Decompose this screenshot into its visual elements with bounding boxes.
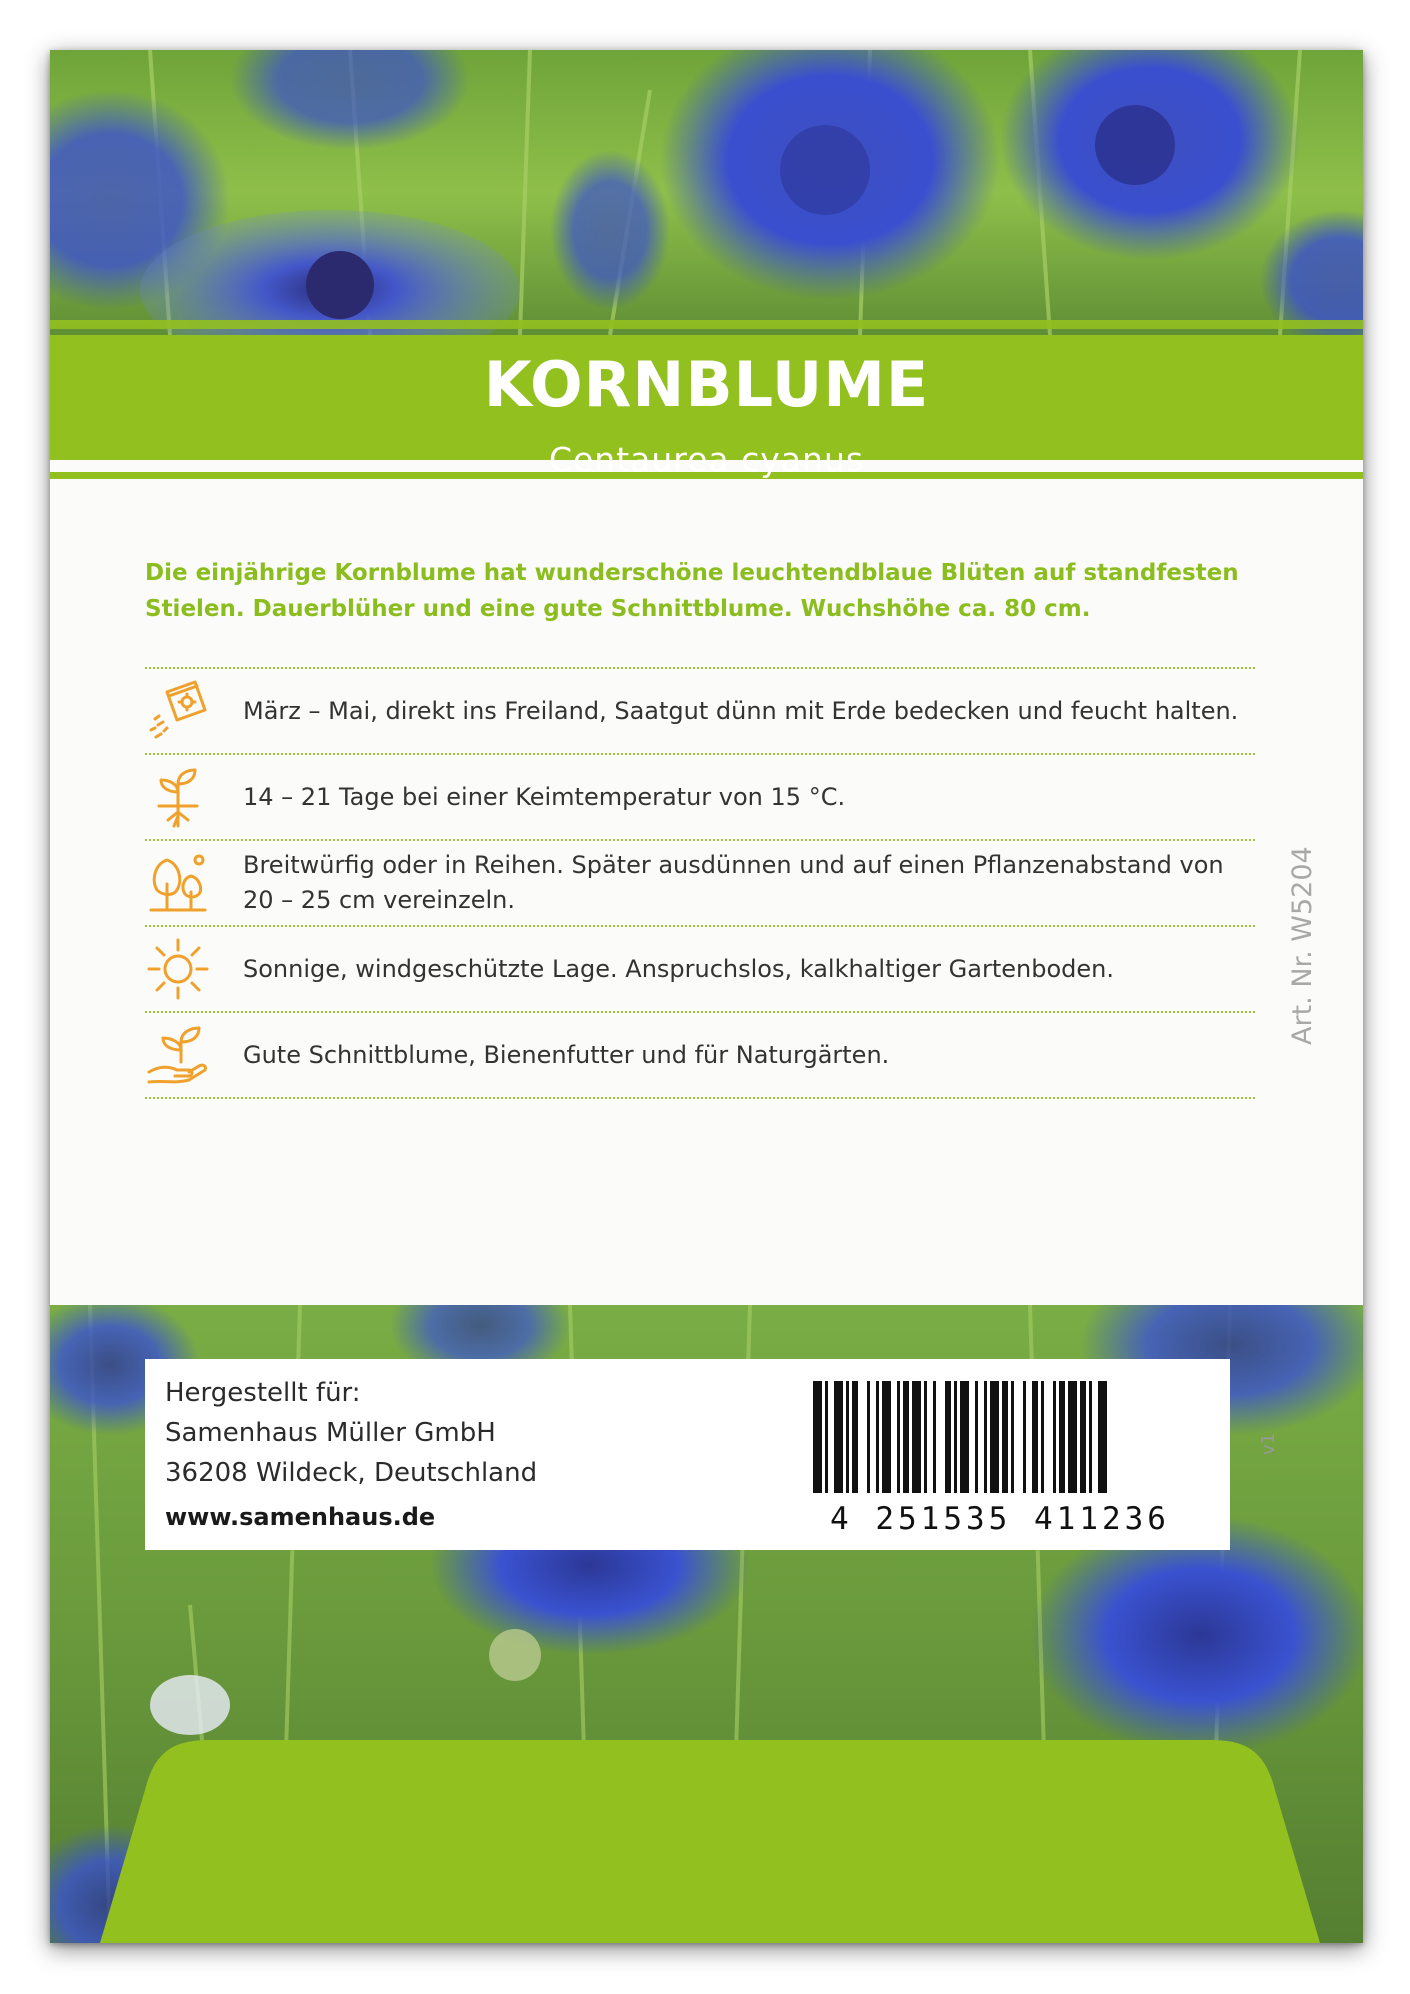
maker-company: Samenhaus Müller GmbH xyxy=(165,1418,496,1448)
barcode-bar xyxy=(924,1381,927,1493)
seed-packet-icon xyxy=(145,669,223,753)
seed-packet-back xyxy=(50,50,1363,1943)
sprout-icon xyxy=(145,755,223,839)
barcode-bar xyxy=(897,1381,900,1493)
barcode-bar xyxy=(1059,1381,1065,1493)
barcode-bar xyxy=(1002,1381,1008,1493)
barcode-bar xyxy=(1080,1381,1086,1493)
barcode-bar xyxy=(1023,1381,1026,1493)
barcode-bar xyxy=(1011,1381,1014,1493)
info-text: 14 – 21 Tage bei einer Keimtemperatur von 15 °C. xyxy=(243,782,846,811)
barcode-bar xyxy=(867,1381,870,1493)
green-stripe xyxy=(50,320,1363,329)
barcode-bar xyxy=(876,1381,879,1493)
barcode-bar xyxy=(945,1381,951,1493)
latin-name: Centaurea cyanus xyxy=(548,440,865,479)
barcode-bar xyxy=(1089,1381,1092,1493)
ean-barcode xyxy=(785,1377,1215,1537)
barcode-bar xyxy=(882,1381,891,1493)
barcode-bar xyxy=(933,1381,936,1493)
barcode-number: 4 251535 411236 xyxy=(830,1501,1170,1537)
info-use xyxy=(145,1011,1255,1099)
barcode-bar xyxy=(954,1381,957,1493)
manufacturer-info xyxy=(165,1373,537,1537)
packet-flap xyxy=(50,1720,1363,1943)
cornflower-photo-top xyxy=(50,50,1363,335)
barcode-bar xyxy=(1098,1381,1107,1493)
barcode-bar xyxy=(984,1381,987,1493)
info-text: Sonnige, windgeschützte Lage. Anspruchslos, kalkhaltiger Gartenboden. xyxy=(243,954,1114,983)
maker-label: Hergestellt für: xyxy=(165,1378,361,1408)
barcode-bar xyxy=(846,1381,849,1493)
barcode-bar xyxy=(1041,1381,1044,1493)
info-location xyxy=(145,925,1255,1011)
product-description: Die einjährige Kornblume hat wunderschöne leuchtendblaue Blüten auf standfesten Stielen. Dauerblüher und eine gute Schnittblume. Wuchshöhe ca. 80 cm. xyxy=(145,560,1239,622)
trees-icon xyxy=(145,841,223,925)
barcode-bar xyxy=(834,1381,843,1493)
barcode-bar xyxy=(1053,1381,1056,1493)
info-sowing xyxy=(145,667,1255,753)
maker-website: www.samenhaus.de xyxy=(165,1503,436,1531)
info-spacing xyxy=(145,839,1255,925)
maker-address: 36208 Wildeck, Deutschland xyxy=(165,1458,538,1488)
article-number: Art. Nr. W5204 xyxy=(1287,846,1318,1045)
info-text: März – Mai, direkt ins Freiland, Saatgut dünn mit Erde bedecken und feucht halten. xyxy=(243,696,1239,725)
info-germination xyxy=(145,753,1255,839)
hand-plant-icon xyxy=(145,1013,223,1097)
barcode-bar xyxy=(903,1381,909,1493)
barcode-bar xyxy=(990,1381,999,1493)
version-mark: v1 xyxy=(1258,1432,1279,1455)
barcode-bar xyxy=(825,1381,828,1493)
info-text: Breitwürfig oder in Reihen. Später ausdünnen und auf einen Pflanzenabstand von 20 – 25 cm vereinzeln. xyxy=(243,851,1224,914)
barcode-bar xyxy=(975,1381,978,1493)
barcode-bar xyxy=(813,1381,822,1493)
barcode-bar xyxy=(1068,1381,1077,1493)
barcode-bar xyxy=(960,1381,969,1493)
barcode-bar xyxy=(912,1381,921,1493)
barcode-bar xyxy=(852,1381,858,1493)
info-text: Gute Schnittblume, Bienenfutter und für Naturgärten. xyxy=(243,1040,890,1069)
manufacturer-box xyxy=(145,1359,1230,1550)
barcode-bar xyxy=(1032,1381,1038,1493)
growing-info-list xyxy=(145,667,1255,1099)
product-title: KORNBLUME xyxy=(483,348,930,421)
sun-icon xyxy=(145,927,223,1011)
